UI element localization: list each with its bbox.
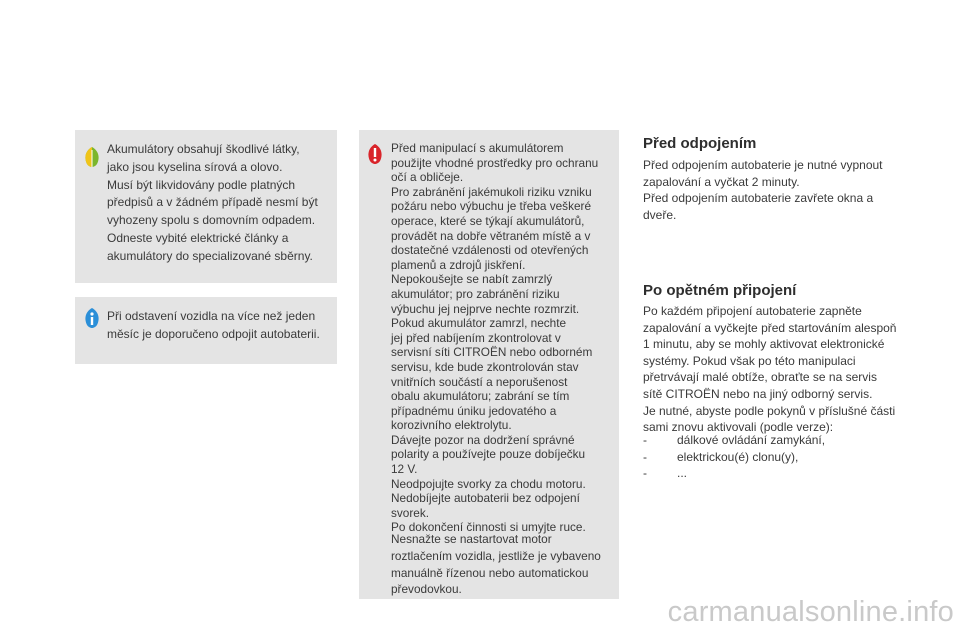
- list-item: [643, 465, 825, 482]
- info-note-text: Při odstavení vozidla na více než jeden měsíc je doporučeno odpojit autobaterii.: [107, 309, 320, 341]
- list-item-label: elektrickou(é) clonu(y),: [677, 449, 799, 464]
- eco-note-text: Akumulátory obsahují škodlivé látky, jako jsou kyselina sírová a olovo. Musí být likvidovány podle platných předpisů a v žádném případě nesmí být vyhozeny spolu s domovním odpadem. Odneste vybité elektrické články a akumulátory do specializované sběrny.: [107, 142, 318, 263]
- warning-note-text: Před manipulací s akumulátorem použijte vhodné prostředky pro ochranu očí a obličeje. Pro zabránění jakémukoli riziku vzniku požáru nebo výbuchu je třeba veškeré operace, které se týkají akumulátorů, provádět na dobře větraném místě a v dostatečné vzdálenosti od otevřených plamenů a zdrojů jiskření. Nepokoušejte se nabít zamrzlý akumulátor; pro zabránění riziku výbuchu jej nejprve nechte rozmrzit. Pokud akumulátor zamrzl, nechte jej před nabíjením zkontrolovat v servisní síti CITROËN nebo odborném servisu, kde bude zkontrolován stav vnitřních součástí a neporušenost obalu akumulátoru; zabrání se tím případnému úniku jedovatého a korozivního elektrolytu. Dávejte pozor na dodržení správné polarity a používejte pouze dobíječku 12 V. Neodpojujte svorky za chodu motoru. Nedobíjejte autobaterii bez odpojení svorek. Po dokončení činnosti si umyjte ruce.: [391, 141, 599, 535]
- bullet-dash: -: [643, 433, 647, 447]
- warning-icon: [366, 143, 384, 170]
- section-after-title: Po opětném připojení: [643, 282, 797, 299]
- section-after-text: Po každém připojení autobaterie zapněte zapalování a vyčkejte před startováním alespoň 1 minutu, aby se mohly aktivovat elektronické systémy. Pokud však po této manipulaci přetrvávají malé obtíže, obraťte se na servis sítě CITROËN nebo na jiný odborný servis. Je nutné, abyste podle pokynů v příslušné části sami znovu aktivovali (podle verze):: [643, 304, 897, 435]
- warning-note-text-2: Nesnažte se nastartovat motor roztlačením vozidla, jestliže je vybaveno manuálně řízenou nebo automatickou převodovkou.: [391, 532, 601, 597]
- bullet-dash: -: [643, 449, 647, 464]
- list-item-label: ...: [677, 466, 688, 481]
- list-item: [643, 449, 825, 466]
- list-item-label: dálkové ovládání zamykání,: [677, 433, 826, 447]
- leaf-icon: [83, 146, 101, 173]
- section-before-title: Před odpojením: [643, 135, 757, 152]
- info-icon: [83, 307, 101, 334]
- bullet-dash: -: [643, 466, 647, 481]
- reactivation-list: [643, 432, 825, 482]
- list-item: [643, 432, 825, 449]
- watermark: carmanualsonline.info: [667, 596, 954, 628]
- section-before-text: Před odpojením autobaterie je nutné vypnout zapalování a vyčkat 2 minuty. Před odpojením autobaterie zavřete okna a dveře.: [643, 158, 883, 222]
